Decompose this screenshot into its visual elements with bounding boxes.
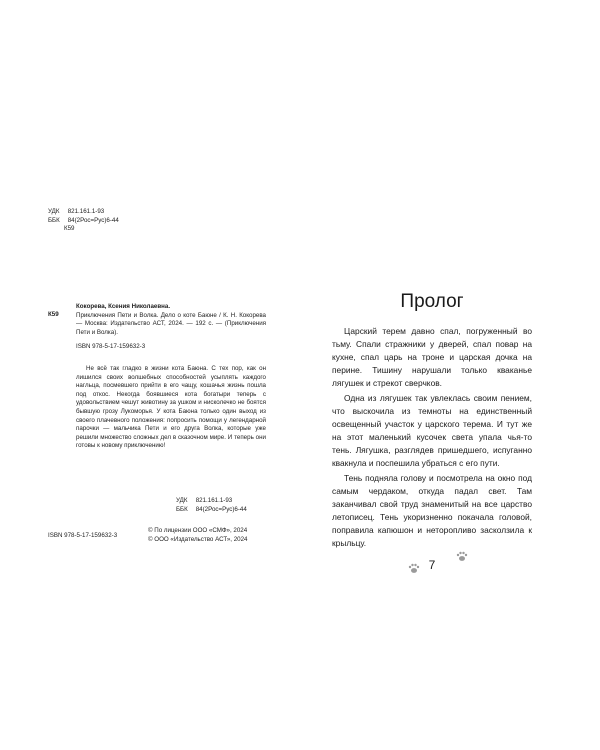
- catalog-author-mark: К59: [48, 311, 59, 318]
- udk-label: УДК: [176, 497, 188, 504]
- classification-bottom: [176, 497, 247, 514]
- catalog-record: [48, 303, 266, 352]
- author-mark: К59: [64, 225, 75, 233]
- copyright-line: © ООО «Издательство АСТ», 2024: [148, 535, 248, 543]
- chapter-body: [332, 325, 532, 550]
- bbk-value: 84(2Рос=Рус)6-44: [67, 216, 119, 224]
- catalog-author: Кокорева, Ксения Николаевна.: [76, 303, 171, 310]
- chapter-title: Пролог: [400, 291, 464, 312]
- paragraph: Царский терем давно спал, погруженный во тьму. Спали стражники у дверей, спал повар на кухне, спал царь на троне и царская дочка на перине. Тишину нарушали только кваканье лягушек и стрекот сверчков.: [332, 326, 532, 388]
- catalog-description: Приключения Пети и Волка. Дело о коте Баюне / К. Н. Кокорева — Москва: Издательство АСТ, 2024. — 192 с. — (Приключения Пети и Волка).: [76, 311, 266, 336]
- bbk-label: ББК: [48, 216, 60, 224]
- paragraph: Тень подняла голову и посмотрела на окно под самым чердаком, откуда падал свет. Там заканчивал свой труд знаменитый на все царство летописец. Тень укоризненно покачала головой, поправила капюшон и неторопливо засколзила к крыльцу.: [332, 473, 532, 548]
- isbn-bottom: ISBN 978-5-17-159632-3: [48, 532, 118, 539]
- udk-value: 821.161.1-93: [67, 208, 105, 215]
- paragraph: Одна из лягушек так увлеклась своим пением, что выскочила из темноты на единственный освещенный участок у царского терема. И тут же на этот маленький кусочек света упала чья-то тень. Лягушка, разглядев пришедшего, испуганно квакнула и поспешила убраться с его пути.: [332, 393, 532, 468]
- paw-icon: [456, 551, 468, 562]
- copyright-line: © По лицензии ООО «СМФ», 2024: [148, 527, 248, 534]
- catalog-isbn: ISBN 978-5-17-159632-3: [76, 343, 146, 351]
- bbk-value: 84(2Рос=Рус)6-44: [195, 505, 247, 513]
- udk-value: 821.161.1-93: [195, 497, 233, 504]
- catalog-annotation: Не всё так гладко в жизни кота Баюна. С тех пор, как он лишился своих волшебных способностей усыплять каждого нагльца, посмевшего прийти в его чащу, кошачья жизнь пошла под откос. Некогда боявшиеся кота богатыри теперь с удовольствием чешут животину за ушком и нисколечко не боятся бывшую грозу Лукоморья. У кота Баюна только один выход из своего плачевного положения: попросить помощи у легендарной парочки — мальчика Пети и его друга Волка, которые уже решили множество сложных дел в сказочном мире. И теперь они готовы к новому приключению!: [76, 365, 266, 450]
- page-number: 7: [428, 558, 436, 572]
- paw-icon: [408, 563, 420, 574]
- copyright-block: [148, 527, 247, 544]
- udk-label: УДК: [48, 208, 60, 215]
- classification-top: [48, 208, 119, 234]
- bbk-label: ББК: [176, 505, 188, 513]
